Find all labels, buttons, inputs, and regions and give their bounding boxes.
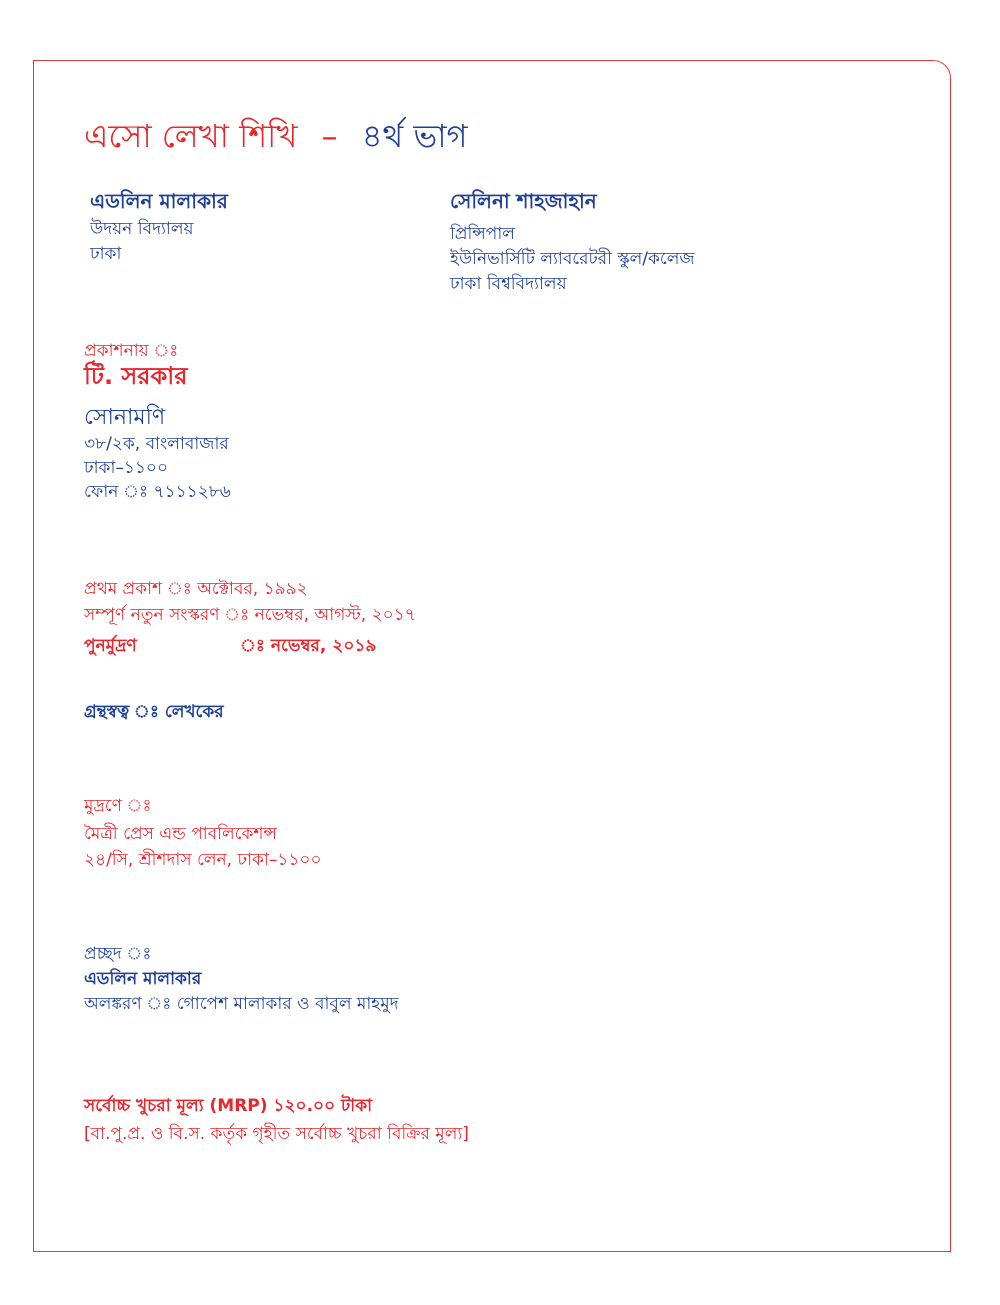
author-2-name: সেলিনা শাহজাহান	[450, 189, 597, 213]
publisher-imprint: সোনামণি	[84, 405, 166, 430]
reprint-label: পুনর্মুদ্রণ	[84, 636, 137, 656]
publisher-phone: ফোন ঃ ৭১১১২৮৬	[84, 482, 231, 502]
new-edition: সম্পূর্ণ নতুন সংস্করণ ঃ নভেম্বর, আগস্ট, ২০১৭	[84, 605, 416, 625]
author-1-line: ঢাকা	[90, 244, 122, 264]
author-2-line: ঢাকা বিশ্ববিদ্যালয়	[450, 274, 567, 294]
printer-address: ২৪/সি, শ্রীশদাস লেন, ঢাকা–১১০০	[84, 850, 322, 870]
copyright: গ্রন্থস্বত্ব ঃ লেখকের	[84, 702, 224, 722]
publisher-address-line: ৩৮/২ক, বাংলাবাজার	[84, 434, 229, 454]
title-main: এসো লেখা শিখি	[84, 117, 298, 155]
cover-label: প্রচ্ছদ ঃ	[84, 944, 152, 964]
printer-label: মুদ্রণে ঃ	[84, 796, 152, 816]
book-title	[84, 118, 467, 155]
author-2-line: ইউনিভার্সিটি ল্যাবরেটরী স্কুল/কলেজ	[450, 249, 695, 269]
publisher-label: প্রকাশনায় ঃ	[84, 341, 179, 361]
price-note: [বা.পু.প্র. ও বি.স. কর্তৃক গৃহীত সর্বোচ্চ খুচরা বিক্রির মূল্য]	[84, 1124, 469, 1144]
mrp-price: সর্বোচ্চ খুচরা মূল্য (MRP) ১২০.০০ টাকা	[84, 1096, 373, 1116]
author-1-name: এডলিন মালাকার	[90, 189, 228, 213]
first-edition: প্রথম প্রকাশ ঃ অক্টোবর, ১৯৯২	[84, 579, 308, 599]
cover-artist: এডলিন মালাকার	[84, 969, 202, 989]
decoration-credit: অলঙ্করণ ঃ গোপেশ মালাকার ও বাবুল মাহমুদ	[84, 994, 399, 1014]
title-dash: –	[321, 117, 338, 155]
title-part: ৪র্থ ভাগ	[361, 117, 468, 155]
publisher-address-line: ঢাকা–১১০০	[84, 458, 169, 478]
publisher-name: টি. সরকার	[84, 362, 188, 390]
author-2-line: প্রিন্সিপাল	[450, 224, 515, 244]
author-1-line: উদয়ন বিদ্যালয়	[90, 219, 194, 239]
reprint-value: ঃ নভেম্বর, ২০১৯	[240, 636, 377, 656]
printer-name: মৈত্রী প্রেস এন্ড পাবলিকেশন্স	[84, 824, 277, 844]
